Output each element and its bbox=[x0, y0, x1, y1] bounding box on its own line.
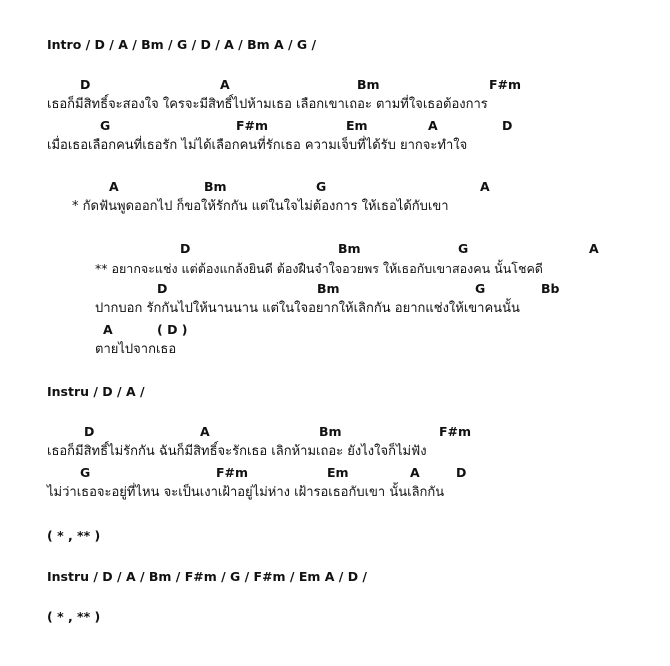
chord: G bbox=[100, 118, 111, 133]
chord: G bbox=[80, 465, 91, 480]
chord: D bbox=[157, 281, 168, 296]
chord: A bbox=[109, 179, 119, 194]
chord: F#m bbox=[216, 465, 249, 480]
chord: A bbox=[480, 179, 490, 194]
lyric-line: เธอก็มีสิทธิ์จะสองใจ ใครจะมีสิทธิ์ไปห้ามเธอ เลือกเขาเถอะ ตามที่ใจเธอต้องการ bbox=[47, 97, 488, 112]
chord: Bm bbox=[338, 241, 361, 256]
chord: Em bbox=[346, 118, 368, 133]
chord: F#m bbox=[439, 424, 472, 439]
lyric-line: ไม่ว่าเธอจะอยู่ที่ไหน จะเป็นเงาเฝ้าอยู่ไม่ห่าง เฝ้ารอเธอกับเขา นั้นเลิกกัน bbox=[47, 485, 445, 500]
chord: Bm bbox=[204, 179, 227, 194]
lyric-line: เธอก็มีสิทธิ์ไม่รักกัน ฉันก็มีสิทธิ์จะรักเธอ เลิกห้ามเถอะ ยังไงใจก็ไม่ฟัง bbox=[47, 444, 427, 459]
chord: D bbox=[80, 77, 91, 92]
chord: G bbox=[475, 281, 486, 296]
lyric-line: เมื่อเธอเลือกคนที่เธอรัก ไม่ได้เลือกคนที่รักเธอ ความเจ็บที่ได้รับ ยากจะทำใจ bbox=[47, 138, 468, 153]
chord: A bbox=[428, 118, 438, 133]
instrumental-line: Instru / D / A / Bm / F#m / G / F#m / Em A / D / bbox=[47, 569, 368, 584]
intro-line: Intro / D / A / Bm / G / D / A / Bm A / G / bbox=[47, 37, 317, 52]
lyric-line: ** อยากจะแช่ง แต่ต้องแกล้งยินดี ต้องฝืนจำใจอวยพร ให้เธอกับเขาสองคน นั้นโชคดี bbox=[95, 261, 543, 276]
chord: Bm bbox=[319, 424, 342, 439]
instrumental-line: Instru / D / A / bbox=[47, 384, 145, 399]
chord: G bbox=[316, 179, 327, 194]
lyric-line: ปากบอก รักกันไปให้นานนาน แต่ในใจอยากให้เลิกกัน อยากแช่งให้เขาคนนั้น bbox=[95, 301, 520, 316]
chord: G bbox=[458, 241, 469, 256]
chord: F#m bbox=[236, 118, 269, 133]
chord: Em bbox=[327, 465, 349, 480]
chord: A bbox=[200, 424, 210, 439]
chord: A bbox=[103, 322, 113, 337]
chord: A bbox=[410, 465, 420, 480]
chord: D bbox=[180, 241, 191, 256]
chord: A bbox=[220, 77, 230, 92]
repeat-marker: ( * , ** ) bbox=[47, 609, 101, 624]
chord: Bm bbox=[317, 281, 340, 296]
chord: Bm bbox=[357, 77, 380, 92]
lyric-line: * กัดฟันพูดออกไป ก็ขอให้รักกัน แต่ในใจไม่ต้องการ ให้เธอได้กับเขา bbox=[72, 199, 449, 214]
chord: ( D ) bbox=[157, 322, 188, 337]
chord: D bbox=[502, 118, 513, 133]
lyric-line: ตายไปจากเธอ bbox=[95, 342, 177, 357]
chord: F#m bbox=[489, 77, 522, 92]
repeat-marker: ( * , ** ) bbox=[47, 528, 101, 543]
chord: D bbox=[456, 465, 467, 480]
chord: D bbox=[84, 424, 95, 439]
chord: A bbox=[589, 241, 599, 256]
chord: Bb bbox=[541, 281, 560, 296]
